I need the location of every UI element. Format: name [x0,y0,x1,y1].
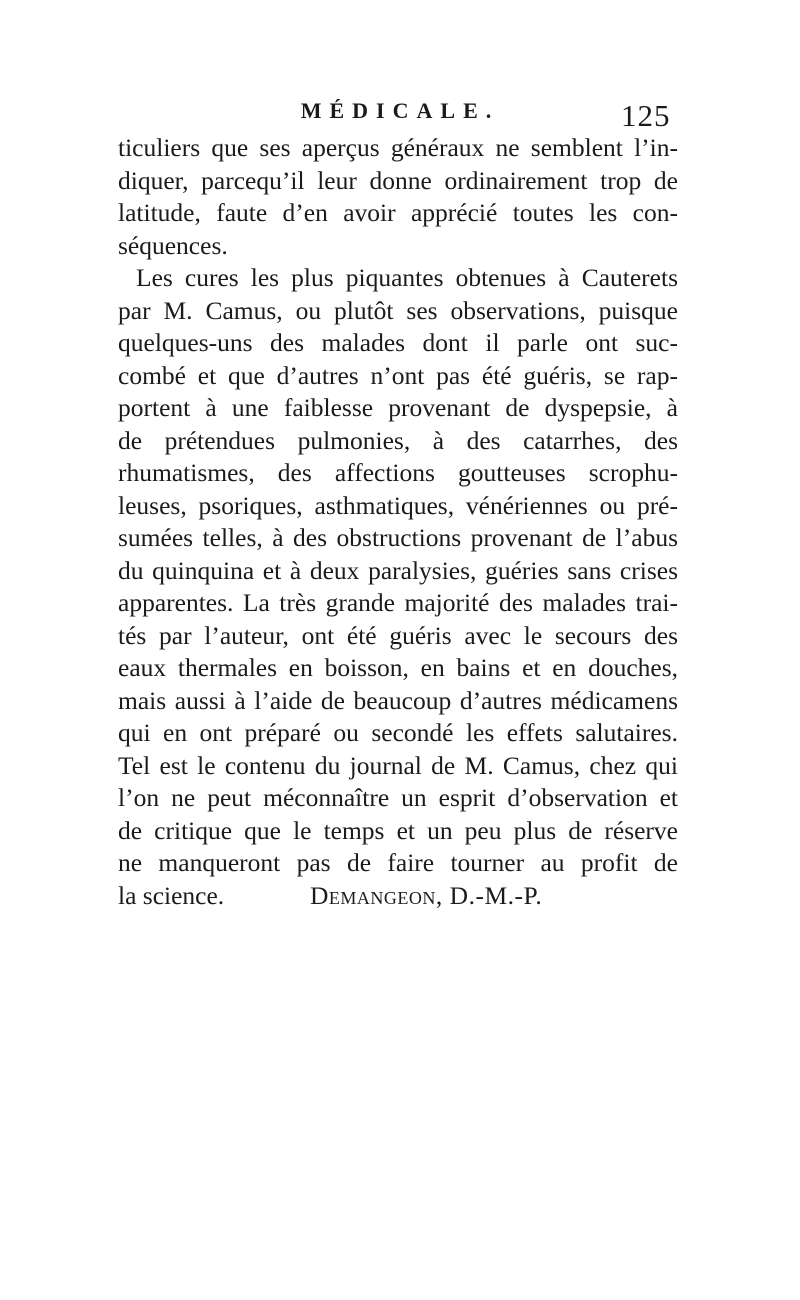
text-line-4: séquences. [118,230,228,260]
text-line-2: diquer, parcequ’il leur donne ordinairement trop de [118,165,678,195]
text-line-22: de critique que le temps et un peu plus de réserve [118,815,678,845]
text-line-23: ne manqueront pas de faire tourner au profit de [118,848,678,877]
text-line-18: mais aussi à l’aide de beaucoup d’autres médicamens [118,685,678,715]
text-line-11: rhumatismes, des affections goutteuses scrophu- [118,458,678,487]
text-line-17: eaux thermales en boisson, en bains et en douches, [118,653,678,682]
text-line-15: apparentes. La très grande majorité des malades trai- [118,588,678,617]
body-text [118,132,678,912]
text-line-3: latitude, faute d’en avoir apprécié toutes les con- [118,198,678,227]
text-line-6: par M. Camus, ou plutôt ses observations, puisque [118,295,678,325]
running-title: MÉDICALE. [300,98,500,123]
text-line-16: tés par l’auteur, ont été guéris avec le secours des [118,620,678,650]
text-line-5: Les cures les plus piquantes obtenues à Cauterets [136,263,678,292]
text-line-1: ticuliers que ses aperçus généraux ne semblent l’in- [118,133,678,162]
author-signature: Demangeon, D.-M.-P. [310,880,543,910]
text-line-19: qui en ont préparé ou secondé les effets salutaires. [118,718,678,747]
signature-line [118,880,678,913]
text-line-12: leuses, psoriques, asthmatiques, vénériennes ou pré- [118,490,678,520]
text-line-21: l’on ne peut méconnaître un esprit d’observation et [118,783,678,812]
text-line-20: Tel est le contenu du journal de M. Camus, chez qui [118,750,678,780]
text-line-7: quelques-uns des malades dont il parle ont suc- [118,328,678,357]
text-line-13: sumées telles, à des obstructions provenant de l’abus [118,523,678,552]
page-number: 125 [621,98,671,133]
text-line-9: portent à une faiblesse provenant de dyspepsie, à [118,393,678,422]
text-line-10: de prétendues pulmonies, à des catarrhes, des [118,425,678,455]
closing-text: la science. [118,880,225,910]
text-line-8: combé et que d’autres n’ont pas été guéris, se rap- [118,360,678,390]
text-line-14: du quinquina et à deux paralysies, guéries sans crises [118,555,678,585]
